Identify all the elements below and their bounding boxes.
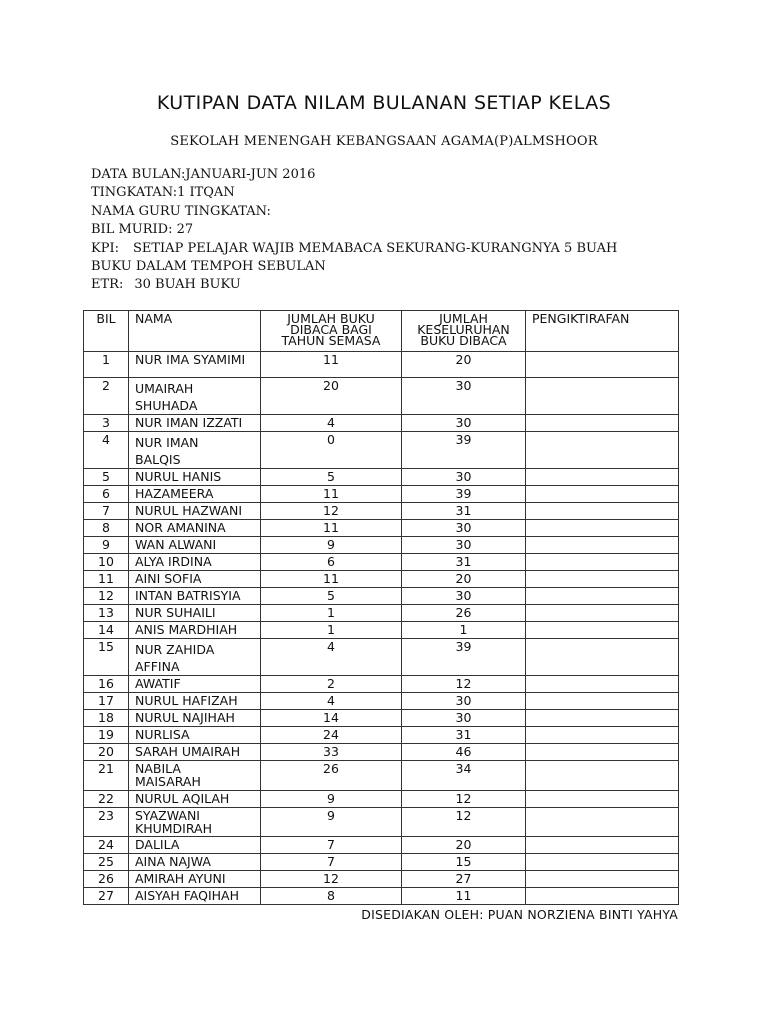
nama-line: NUR IMAN IZZATI: [135, 415, 243, 430]
jumlah-semasa-cell: 2: [261, 676, 402, 693]
header-keseluruhan-line-1: JUMLAH: [439, 311, 488, 326]
pengiktirafan-cell: [526, 676, 679, 693]
nama-cell: [129, 676, 261, 693]
nama-cell: [129, 554, 261, 571]
jumlah-semasa-cell: 5: [261, 588, 402, 605]
table-row: [84, 676, 679, 693]
jumlah-semasa-cell: 12: [261, 871, 402, 888]
table-row: [84, 761, 679, 791]
nama-line: INTAN BATRISYIA: [135, 588, 241, 603]
nama-cell: [129, 605, 261, 622]
nama-cell: [129, 639, 261, 676]
jumlah-semasa-cell: 11: [261, 486, 402, 503]
pengiktirafan-cell: [526, 622, 679, 639]
table-row: [84, 605, 679, 622]
table-row: [84, 503, 679, 520]
pengiktirafan-cell: [526, 378, 679, 415]
table-row: [84, 554, 679, 571]
nama-line: KHUMDIRAH: [135, 820, 212, 836]
nama-line: DALILA: [135, 837, 180, 852]
jumlah-keseluruhan-cell: 30: [402, 588, 526, 605]
nama-cell: [129, 486, 261, 503]
etr-label: ETR:: [91, 277, 124, 293]
nama-cell: [129, 378, 261, 415]
jumlah-semasa-cell: 1: [261, 605, 402, 622]
kpi-label: KPI:: [91, 240, 119, 256]
etr-text: 30 BUAH BUKU: [134, 277, 241, 293]
table-row: [84, 469, 679, 486]
table-row: [84, 727, 679, 744]
table-row: [84, 537, 679, 554]
bil-cell: 16: [84, 676, 129, 693]
nilam-table: [83, 310, 679, 905]
bil-cell: 17: [84, 693, 129, 710]
jumlah-semasa-cell: 9: [261, 808, 402, 837]
table-row: [84, 415, 679, 432]
jumlah-keseluruhan-cell: 30: [402, 469, 526, 486]
nama-cell: [129, 520, 261, 537]
bil-cell: 9: [84, 537, 129, 554]
nama-line: HAZAMEERA: [135, 486, 214, 501]
nama-cell: [129, 432, 261, 469]
header-keseluruhan-line-3: BUKU DIBACA: [420, 333, 507, 348]
pengiktirafan-cell: [526, 744, 679, 761]
bil-cell: 14: [84, 622, 129, 639]
nama-line: NABILA: [135, 761, 181, 776]
jumlah-semasa-cell: 11: [261, 352, 402, 378]
bil-cell: 27: [84, 888, 129, 905]
header-semasa-line-3: TAHUN SEMASA: [281, 333, 381, 348]
jumlah-keseluruhan-cell: 31: [402, 554, 526, 571]
pengiktirafan-cell: [526, 791, 679, 808]
jumlah-keseluruhan-cell: 20: [402, 571, 526, 588]
info-block: [91, 166, 691, 295]
jumlah-semasa-cell: 5: [261, 469, 402, 486]
jumlah-semasa-cell: 6: [261, 554, 402, 571]
nama-line: MAISARAH: [135, 773, 201, 789]
jumlah-semasa-cell: 4: [261, 693, 402, 710]
table-row: [84, 378, 679, 415]
pengiktirafan-cell: [526, 808, 679, 837]
kpi-text: SETIAP PELAJAR WAJIB MEMABACA SEKURANG-KURANGNYA 5 BUAH BUKU DALAM TEMPOH SEBULAN: [91, 240, 618, 274]
jumlah-keseluruhan-cell: 12: [402, 676, 526, 693]
pengiktirafan-cell: [526, 469, 679, 486]
nama-line: NURLISA: [135, 727, 190, 742]
header-keseluruhan-line-2: KESELURUHAN: [417, 322, 510, 337]
jumlah-keseluruhan-cell: 30: [402, 415, 526, 432]
pengiktirafan-cell: [526, 727, 679, 744]
jumlah-keseluruhan-cell: 12: [402, 791, 526, 808]
table-header-row: [84, 311, 679, 352]
nama-line: BALQIS: [135, 452, 181, 467]
pengiktirafan-cell: [526, 605, 679, 622]
pengiktirafan-cell: [526, 415, 679, 432]
nama-cell: [129, 622, 261, 639]
jumlah-semasa-cell: 11: [261, 571, 402, 588]
pengiktirafan-cell: [526, 432, 679, 469]
pengiktirafan-cell: [526, 537, 679, 554]
nama-line: NURUL HANIS: [135, 469, 222, 484]
jumlah-keseluruhan-cell: 39: [402, 432, 526, 469]
bil-cell: 11: [84, 571, 129, 588]
school-name: SEKOLAH MENENGAH KEBANGSAAN AGAMA(P)ALMSHOOR: [170, 134, 598, 149]
nama-cell: [129, 710, 261, 727]
table-row: [84, 520, 679, 537]
pengiktirafan-cell: [526, 554, 679, 571]
nama-cell: [129, 588, 261, 605]
table-row: [84, 808, 679, 837]
jumlah-keseluruhan-cell: 31: [402, 503, 526, 520]
nama-line: AMIRAH AYUNI: [135, 871, 226, 886]
nama-cell: [129, 352, 261, 378]
nama-line: NOR AMANINA: [135, 520, 226, 535]
table-row: [84, 744, 679, 761]
pengiktirafan-cell: [526, 486, 679, 503]
header-bil: BIL: [84, 311, 129, 352]
nama-cell: [129, 837, 261, 854]
jumlah-keseluruhan-cell: 46: [402, 744, 526, 761]
nama-line: AFFINA: [135, 659, 180, 674]
table-row: [84, 693, 679, 710]
jumlah-semasa-cell: 9: [261, 537, 402, 554]
header-pengiktirafan: PENGIKTIRAFAN: [526, 311, 679, 352]
jumlah-semasa-cell: 20: [261, 378, 402, 415]
jumlah-semasa-cell: 11: [261, 520, 402, 537]
jumlah-keseluruhan-cell: 26: [402, 605, 526, 622]
bil-cell: 25: [84, 854, 129, 871]
nama-line: NURUL HAFIZAH: [135, 693, 238, 708]
etr-line: [91, 276, 691, 294]
kpi-line: [91, 240, 639, 277]
nama-line: ALYA IRDINA: [135, 554, 212, 569]
page-title: KUTIPAN DATA NILAM BULANAN SETIAP KELAS: [156, 92, 612, 114]
jumlah-keseluruhan-cell: 30: [402, 378, 526, 415]
pengiktirafan-cell: [526, 571, 679, 588]
jumlah-keseluruhan-cell: 39: [402, 639, 526, 676]
bil-cell: 4: [84, 432, 129, 469]
jumlah-keseluruhan-cell: 27: [402, 871, 526, 888]
jumlah-keseluruhan-cell: 20: [402, 352, 526, 378]
table-row: [84, 486, 679, 503]
bil-cell: 26: [84, 871, 129, 888]
jumlah-keseluruhan-cell: 30: [402, 537, 526, 554]
nama-line: ANIS MARDHIAH: [135, 622, 238, 637]
table-row: [84, 588, 679, 605]
jumlah-semasa-cell: 4: [261, 639, 402, 676]
table-body: [84, 352, 679, 905]
nama-cell: [129, 537, 261, 554]
nama-cell: [129, 503, 261, 520]
pengiktirafan-cell: [526, 352, 679, 378]
jumlah-keseluruhan-cell: 11: [402, 888, 526, 905]
pengiktirafan-cell: [526, 888, 679, 905]
header-nama: NAMA: [129, 311, 261, 352]
jumlah-keseluruhan-cell: 30: [402, 693, 526, 710]
jumlah-keseluruhan-cell: 12: [402, 808, 526, 837]
bil-cell: 22: [84, 791, 129, 808]
nama-line: SHUHADA: [135, 398, 198, 413]
pengiktirafan-cell: [526, 588, 679, 605]
pengiktirafan-cell: [526, 639, 679, 676]
table-row: [84, 871, 679, 888]
bil-cell: 13: [84, 605, 129, 622]
table-row: [84, 710, 679, 727]
nama-guru-line: NAMA GURU TINGKATAN:: [91, 203, 271, 219]
jumlah-keseluruhan-cell: 30: [402, 520, 526, 537]
table-row: [84, 791, 679, 808]
table-row: [84, 432, 679, 469]
jumlah-keseluruhan-cell: 31: [402, 727, 526, 744]
pengiktirafan-cell: [526, 520, 679, 537]
jumlah-keseluruhan-cell: 15: [402, 854, 526, 871]
header-semasa-line-1: JUMLAH BUKU: [287, 311, 375, 326]
nama-cell: [129, 744, 261, 761]
nama-line: SARAH UMAIRAH: [135, 744, 241, 759]
bil-cell: 23: [84, 808, 129, 837]
nama-line: AISYAH FAQIHAH: [135, 888, 240, 903]
jumlah-semasa-cell: 7: [261, 837, 402, 854]
jumlah-keseluruhan-cell: 20: [402, 837, 526, 854]
jumlah-keseluruhan-cell: 39: [402, 486, 526, 503]
nama-cell: [129, 727, 261, 744]
jumlah-semasa-cell: 33: [261, 744, 402, 761]
bil-cell: 6: [84, 486, 129, 503]
nama-cell: [129, 415, 261, 432]
jumlah-semasa-cell: 0: [261, 432, 402, 469]
jumlah-keseluruhan-cell: 34: [402, 761, 526, 791]
pengiktirafan-cell: [526, 710, 679, 727]
bil-cell: 20: [84, 744, 129, 761]
nama-line: NURUL AQILAH: [135, 791, 230, 806]
jumlah-semasa-cell: 4: [261, 415, 402, 432]
pengiktirafan-cell: [526, 854, 679, 871]
table-row: [84, 639, 679, 676]
tingkatan-line: TINGKATAN:1 ITQAN: [91, 185, 235, 201]
table-row: [84, 854, 679, 871]
bil-cell: 7: [84, 503, 129, 520]
nama-line: NUR SUHAILI: [135, 605, 216, 620]
bil-cell: 18: [84, 710, 129, 727]
data-bulan-line: DATA BULAN:JANUARI-JUN 2016: [91, 167, 316, 182]
jumlah-semasa-cell: 24: [261, 727, 402, 744]
bil-cell: 19: [84, 727, 129, 744]
bil-cell: 3: [84, 415, 129, 432]
nama-line: NURUL HAZWANI: [135, 503, 243, 518]
pengiktirafan-cell: [526, 837, 679, 854]
header-jumlah-keseluruhan: [402, 311, 526, 352]
table-row: [84, 837, 679, 854]
nama-cell: [129, 888, 261, 905]
bil-cell: 10: [84, 554, 129, 571]
bil-cell: 5: [84, 469, 129, 486]
nama-line: NUR ZAHIDA: [135, 642, 215, 657]
jumlah-semasa-cell: 26: [261, 761, 402, 791]
pengiktirafan-cell: [526, 503, 679, 520]
pengiktirafan-cell: [526, 761, 679, 791]
pengiktirafan-cell: [526, 693, 679, 710]
jumlah-semasa-cell: 9: [261, 791, 402, 808]
table-row: [84, 888, 679, 905]
prepared-by: DISEDIAKAN OLEH: PUAN NORZIENA BINTI YAHYA: [361, 907, 678, 922]
nama-line: WAN ALWANI: [135, 537, 217, 552]
header-jumlah-semasa: [261, 311, 402, 352]
jumlah-semasa-cell: 1: [261, 622, 402, 639]
nama-line: NUR IMAN: [135, 435, 199, 450]
jumlah-semasa-cell: 8: [261, 888, 402, 905]
nama-line: NURUL NAJIHAH: [135, 710, 235, 725]
header-semasa-line-2: DIBACA BAGI: [290, 322, 372, 337]
nama-line: UMAIRAH: [135, 381, 194, 396]
nama-line: AINI SOFIA: [135, 571, 202, 586]
table-row: [84, 352, 679, 378]
bil-cell: 1: [84, 352, 129, 378]
nama-line: AINA NAJWA: [135, 854, 211, 869]
bil-murid-line: BIL MURID: 27: [91, 222, 194, 238]
nama-line: AWATIF: [135, 676, 181, 691]
jumlah-semasa-cell: 12: [261, 503, 402, 520]
bil-cell: 15: [84, 639, 129, 676]
bil-cell: 8: [84, 520, 129, 537]
nama-cell: [129, 854, 261, 871]
jumlah-semasa-cell: 14: [261, 710, 402, 727]
jumlah-keseluruhan-cell: 1: [402, 622, 526, 639]
nama-cell: [129, 808, 261, 837]
nama-cell: [129, 871, 261, 888]
nama-cell: [129, 761, 261, 791]
jumlah-semasa-cell: 7: [261, 854, 402, 871]
bil-cell: 2: [84, 378, 129, 415]
nama-cell: [129, 693, 261, 710]
nama-cell: [129, 791, 261, 808]
jumlah-keseluruhan-cell: 30: [402, 710, 526, 727]
bil-cell: 24: [84, 837, 129, 854]
bil-cell: 21: [84, 761, 129, 791]
pengiktirafan-cell: [526, 871, 679, 888]
nama-cell: [129, 571, 261, 588]
nama-line: NUR IMA SYAMIMI: [135, 352, 246, 367]
table-row: [84, 622, 679, 639]
bil-cell: 12: [84, 588, 129, 605]
nama-cell: [129, 469, 261, 486]
table-row: [84, 571, 679, 588]
nama-line: SYAZWANI: [135, 808, 200, 823]
